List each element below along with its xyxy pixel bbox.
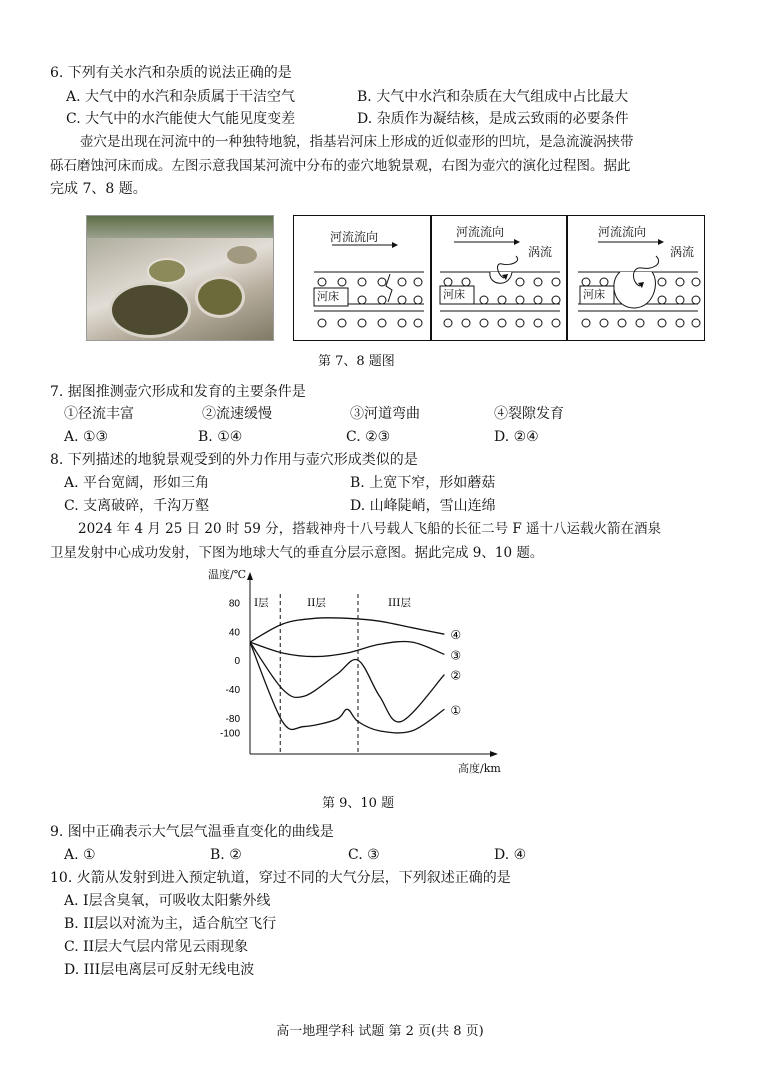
q9-option-a: A. ① xyxy=(64,847,96,863)
bed-label-1: 河床 xyxy=(317,290,339,303)
series-line xyxy=(250,642,444,733)
q8-option-c: C. 支离破碎，千沟万壑 xyxy=(64,498,210,514)
atmosphere-chart-svg xyxy=(196,564,516,779)
layer-label: II层 xyxy=(307,597,326,609)
bed-label-2: 河床 xyxy=(443,288,465,301)
y-tick-label: 0 xyxy=(234,656,240,668)
y-tick-label: -80 xyxy=(225,713,240,725)
q7-item-1: ①径流丰富 xyxy=(64,406,134,422)
q8-option-d: D. 山峰陡峭，雪山连绵 xyxy=(350,498,496,514)
y-tick-label: -100 xyxy=(219,728,240,740)
q10-option-b: B. II层以对流为主，适合航空飞行 xyxy=(64,916,277,932)
q7-item-4: ④裂隙发育 xyxy=(494,406,564,422)
y-tick-label: 80 xyxy=(228,598,240,610)
series-line xyxy=(250,642,444,657)
page-footer: 高一地理学科 试题 第 2 页(共 8 页) xyxy=(276,1024,484,1039)
q9-option-d: D. ④ xyxy=(494,847,527,863)
y-tick-label: 40 xyxy=(228,627,240,639)
q10-option-d: D. III层电离层可反射无线电波 xyxy=(64,962,255,978)
q10-stem: 10. 火箭从发射到进入预定轨道，穿过不同的大气分层，下列叙述正确的是 xyxy=(50,870,511,886)
pothole-photo xyxy=(86,215,274,341)
bed-label-3: 河床 xyxy=(583,288,605,301)
q7-stem: 7. 据图推测壶穴形成和发育的主要条件是 xyxy=(50,384,306,400)
q6-option-c: C. 大气中的水汽能使大气能见度变差 xyxy=(66,111,296,127)
flow-label-3: 河流流向 xyxy=(598,225,647,239)
series-label: ③ xyxy=(450,648,462,663)
series-label: ② xyxy=(450,668,462,683)
layer-label: III层 xyxy=(388,597,411,609)
q10-option-a: A. I层含臭氧，可吸收太阳紫外线 xyxy=(64,893,271,909)
chart-xlabel: 高度/km xyxy=(458,762,501,775)
series-line xyxy=(250,642,444,722)
q7-option-c: C. ②③ xyxy=(346,429,391,445)
layer-label: I层 xyxy=(254,597,269,609)
q6-stem: 6. 下列有关水汽和杂质的说法正确的是 xyxy=(50,65,292,81)
q7-option-a: A. ①③ xyxy=(64,429,109,445)
figure78-caption: 第 7、8 题图 xyxy=(318,354,395,369)
q6-option-d: D. 杂质作为凝结核，是成云致雨的必要条件 xyxy=(357,111,629,127)
evolution-panel-1 xyxy=(293,215,431,341)
series-label: ④ xyxy=(450,628,462,643)
intro910-line2: 卫星发射中心成功发射，下图为地球大气的垂直分层示意图。据此完成 9、10 题。 xyxy=(50,545,544,561)
chart-caption: 第 9、10 题 xyxy=(322,796,395,811)
chart-ylabel: 温度/℃ xyxy=(208,568,247,581)
evolution-panel-2 xyxy=(431,215,567,341)
q9-option-c: C. ③ xyxy=(348,847,380,863)
flow-label-2: 河流流向 xyxy=(456,225,505,239)
evolution-panel-3 xyxy=(567,215,705,341)
vortex-label-3: 涡流 xyxy=(670,245,695,259)
q7-option-b: B. ①④ xyxy=(198,429,243,445)
atmosphere-chart xyxy=(196,564,516,779)
intro910-line1: 2024 年 4 月 25 日 20 时 59 分，搭载神舟十八号载人飞船的长征二号 F 遥十八运载火箭在酒泉 xyxy=(78,521,662,537)
q7-option-d: D. ②④ xyxy=(494,429,539,445)
series-label: ① xyxy=(450,703,462,718)
q9-option-b: B. ② xyxy=(210,847,242,863)
y-axis-arrow xyxy=(247,572,253,580)
q8-stem: 8. 下列描述的地貌景观受到的外力作用与壶穴形成类似的是 xyxy=(50,452,418,468)
series-line xyxy=(250,618,444,642)
q8-option-b: B. 上宽下窄，形如蘑菇 xyxy=(350,475,496,491)
q6-option-b: B. 大气中水汽和杂质在大气组成中占比最大 xyxy=(357,89,629,105)
q7-item-2: ②流速缓慢 xyxy=(202,406,272,422)
flow-label-1: 河流流向 xyxy=(330,230,379,244)
intro78-line2: 砾石磨蚀河床而成。左图示意我国某河流中分布的壶穴地貌景观，右图为壶穴的演化过程图。据此 xyxy=(50,158,631,174)
q6-option-a: A. 大气中的水汽和杂质属于干洁空气 xyxy=(66,89,296,105)
intro78-line1: 壶穴是出现在河流中的一种独特地貌，指基岩河床上形成的近似壶形的凹坑，是急流漩涡挟带 xyxy=(80,134,634,150)
q10-option-c: C. II层大气层内常见云雨现象 xyxy=(64,939,249,955)
q8-option-a: A. 平台宽阔，形如三角 xyxy=(64,475,210,491)
intro78-line3: 完成 7、8 题。 xyxy=(50,181,147,197)
q9-stem: 9. 图中正确表示大气层气温垂直变化的曲线是 xyxy=(50,824,334,840)
x-axis-arrow xyxy=(490,751,498,757)
y-tick-label: -40 xyxy=(225,685,240,697)
q7-item-3: ③河道弯曲 xyxy=(350,406,420,422)
vortex-label-2: 涡流 xyxy=(528,245,553,259)
